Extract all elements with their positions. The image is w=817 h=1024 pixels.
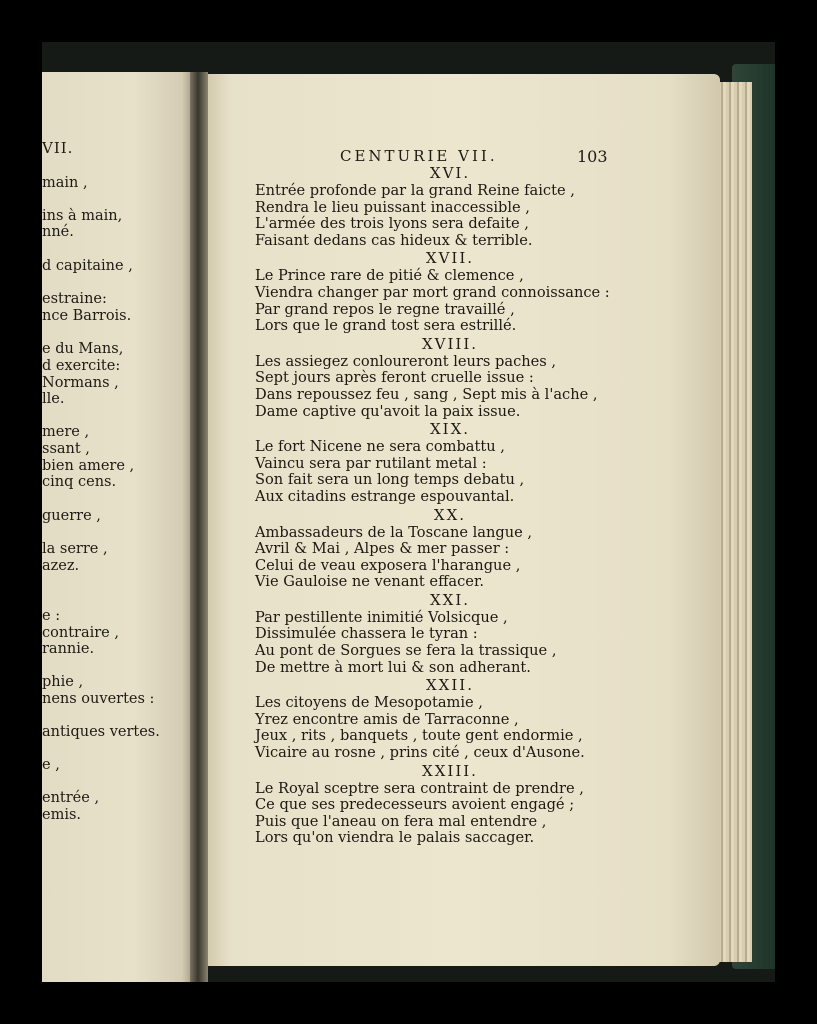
- left-line: antiques vertes.: [42, 724, 160, 740]
- verse-line: Les assiegez conloureront leurs paches ,: [255, 352, 557, 370]
- verse-line: Vicaire au rosne , prins cité , ceux d'Ausone.: [255, 744, 585, 762]
- quatrain: [255, 676, 675, 761]
- left-line: ins à main,: [42, 208, 123, 224]
- verse-line: Rendra le lieu puissant inaccessible ,: [255, 198, 530, 216]
- left-page-header: VII.: [42, 139, 74, 157]
- verse-line: Dans repoussez feu , sang , Sept mis à l'ache ,: [255, 385, 598, 403]
- quatrain-list: [255, 164, 675, 847]
- left-line: nens ouvertes :: [42, 691, 155, 707]
- left-line: guerre ,: [42, 508, 101, 524]
- verse-line: Dissimulée chassera le tyran :: [255, 625, 478, 643]
- left-line: nné.: [42, 224, 74, 240]
- verse-line: Le fort Nicene ne sera combattu ,: [255, 438, 505, 456]
- verse-line: Vie Gauloise ne venant effacer.: [255, 573, 484, 591]
- quatrain-number: XX.: [433, 505, 467, 524]
- left-line: bien amere ,: [42, 458, 135, 474]
- verse-line: Entrée profonde par la grand Reine faicte ,: [255, 182, 575, 199]
- verse-line: Ce que ses predecesseurs avoient engagé ;: [255, 796, 575, 814]
- left-line: ssant ,: [42, 441, 90, 457]
- verse-line: Par grand repos le regne travaillé ,: [255, 300, 515, 318]
- left-line: e du Mans,: [42, 341, 124, 357]
- verse-line: Le Prince rare de pitié & clemence ,: [255, 267, 524, 285]
- verse-line: Sept jours après feront cruelle issue :: [255, 369, 534, 387]
- quatrain: [255, 762, 675, 847]
- verse-line: Aux citadins estrange espouvantal.: [255, 487, 515, 505]
- left-line: phie ,: [42, 674, 84, 690]
- verse-line: Avril & Mai , Alpes & mer passer :: [255, 540, 510, 558]
- verse-line: Dame captive qu'avoit la paix issue.: [255, 402, 521, 420]
- left-line: d exercite:: [42, 358, 121, 374]
- verse-line: De mettre à mort lui & son adherant.: [255, 658, 531, 676]
- quatrain-number: XVI.: [429, 164, 471, 182]
- verse-line: Son fait sera un long temps debatu ,: [255, 471, 525, 489]
- quatrain-number: XVII.: [425, 249, 475, 268]
- left-line: main ,: [42, 175, 88, 191]
- quatrain-number: XIX.: [429, 420, 471, 439]
- verse-line: L'armée des trois lyons sera defaite ,: [255, 215, 529, 233]
- verse-line: Vaincu sera par rutilant metal :: [255, 454, 487, 472]
- verse-line: Par pestillente inimitié Volsicque ,: [255, 608, 508, 626]
- left-line: la serre ,: [42, 541, 108, 557]
- verse-line: Ambassadeurs de la Toscane langue ,: [255, 523, 533, 541]
- left-line: estraine:: [42, 291, 107, 307]
- left-line: mere ,: [42, 424, 90, 440]
- left-line: cinq cens.: [42, 474, 117, 490]
- quatrain: [255, 591, 675, 676]
- verse-line: Viendra changer par mort grand connoissance :: [255, 283, 610, 301]
- left-line: lle.: [42, 391, 65, 407]
- quatrain-number: XXIII.: [422, 761, 478, 780]
- verse-line: Jeux , rits , banquets , toute gent endormie ,: [255, 727, 583, 745]
- quatrain: [255, 420, 675, 505]
- left-line: azez.: [42, 558, 80, 574]
- left-line: d capitaine ,: [42, 258, 133, 274]
- left-line: contraire ,: [42, 625, 119, 641]
- book-scan: [42, 42, 775, 982]
- verse-line: Faisant dedans cas hideux & terrible.: [255, 231, 533, 249]
- left-line: emis.: [42, 807, 82, 823]
- quatrain: [255, 506, 675, 591]
- verse-line: Les citoyens de Mesopotamie ,: [255, 694, 483, 712]
- verse-line: Puis que l'aneau on fera mal entendre ,: [255, 812, 547, 830]
- page-number: 103: [577, 147, 608, 166]
- left-line: Normans ,: [42, 375, 119, 391]
- left-line: entrée ,: [42, 790, 100, 806]
- quatrain-number: XVIII.: [421, 334, 479, 353]
- left-line: e :: [42, 608, 61, 624]
- verse-line: Lors que le grand tost sera estrillé.: [255, 317, 517, 335]
- left-line: e ,: [42, 757, 60, 773]
- left-line: rannie.: [42, 641, 95, 657]
- quatrain: [255, 335, 675, 420]
- verse-line: Lors qu'on viendra le palais saccager.: [255, 829, 535, 847]
- book-gutter: [190, 72, 208, 982]
- verse-line: Yrez encontre amis de Tarraconne ,: [255, 710, 519, 728]
- verse-line: Le Royal sceptre sera contraint de prendre ,: [255, 779, 584, 797]
- quatrain: [255, 249, 675, 334]
- running-header: CENTURIE VII.: [340, 147, 498, 165]
- quatrain-number: XXII.: [426, 676, 474, 695]
- quatrain-number: XXI.: [429, 590, 471, 609]
- left-line: nce Barrois.: [42, 308, 132, 324]
- verse-line: Au pont de Sorgues se fera la trassique ,: [255, 642, 557, 660]
- verse-line: Celui de veau exposera l'harangue ,: [255, 556, 521, 574]
- quatrain: [255, 164, 675, 249]
